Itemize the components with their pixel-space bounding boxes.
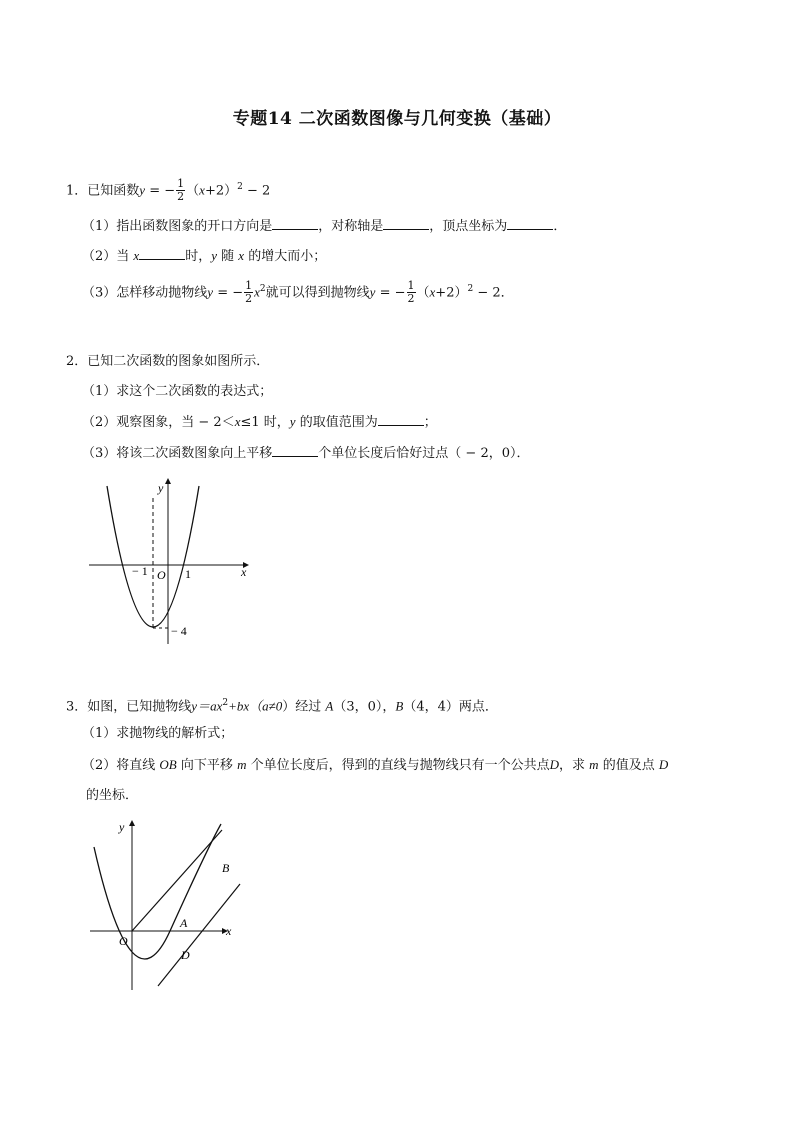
q3-y-arrow bbox=[129, 820, 135, 826]
q3-label-y: y bbox=[119, 820, 125, 834]
q1-sub2: （2）当 x 时，y 随 x 的增大而小； bbox=[82, 248, 327, 264]
q2-sub1: （1）求这个二次函数的表达式； bbox=[82, 384, 273, 399]
q1-eq-neg: = − bbox=[145, 183, 176, 199]
q3-sub1: （1）求抛物线的解析式； bbox=[82, 726, 234, 741]
q3-graph bbox=[86, 814, 256, 994]
q2-stem: 2．已知二次函数的图象如图所示． bbox=[66, 354, 270, 369]
q1-stem: 1．已知函数y = − $\frac{1}{2}$ $(x+2)^2 - 2$ bbox=[66, 177, 271, 204]
q3-label-a: A bbox=[180, 916, 188, 930]
q3-label-d: D bbox=[181, 948, 190, 962]
q2-label-x: x bbox=[241, 565, 247, 579]
q3-label-o: O bbox=[119, 934, 128, 948]
q3-label-x: x bbox=[226, 924, 232, 938]
q2-y-arrow bbox=[165, 478, 171, 484]
q2-label-o: O bbox=[157, 568, 166, 582]
q2-graph bbox=[85, 476, 255, 648]
q2-sub3: （3）将该二次函数图象向上平移 个单位长度后恰好过点（ − 2，0）． bbox=[82, 446, 530, 461]
q2-label-neg1: − 1 bbox=[132, 564, 148, 578]
q3-sub2: （2）将直线 OB 向下平移 m 个单位长度后，得到的直线与抛物线只有一个公共点D，求 m 的值及点 D bbox=[82, 757, 669, 773]
q1-sub3: （3）怎样移动抛物线y = − $\frac{1}{2}$ $x^2$就可以得到抛物线y = − $\frac{1}{2}$ $(x+2)^2 - 2$． bbox=[82, 279, 514, 306]
q3-label-b: B bbox=[222, 861, 230, 875]
q3-sub2-cont: 的坐标． bbox=[86, 788, 139, 803]
q1-y: y bbox=[139, 182, 146, 198]
q3-parabola bbox=[94, 824, 221, 959]
q2-label-neg4: − 4 bbox=[171, 624, 187, 638]
q3-stem: 3．如图，已知抛物线$y=ax^2+bx(a\ne 0)$经过 A（3，0），B（4，4）两点． bbox=[66, 698, 498, 715]
q1-number: 1． bbox=[66, 183, 88, 199]
q1-fraction: $\frac{1}{2}$ bbox=[177, 177, 185, 204]
page-title: 专题14 二次函数图像与几何变换（基础） bbox=[232, 109, 562, 129]
q2-label-y: y bbox=[158, 481, 164, 495]
q1-intro: 已知函数 bbox=[87, 183, 140, 199]
q2-sub2: （2）观察图象，当 − 2＜x≤1 时，y 的取值范围为 ； bbox=[82, 414, 437, 430]
q2-label-1: 1 bbox=[185, 567, 191, 581]
q1-sub1: （1）指出函数图象的开口方向是 ，对称轴是 ，顶点坐标为 ． bbox=[82, 219, 567, 234]
